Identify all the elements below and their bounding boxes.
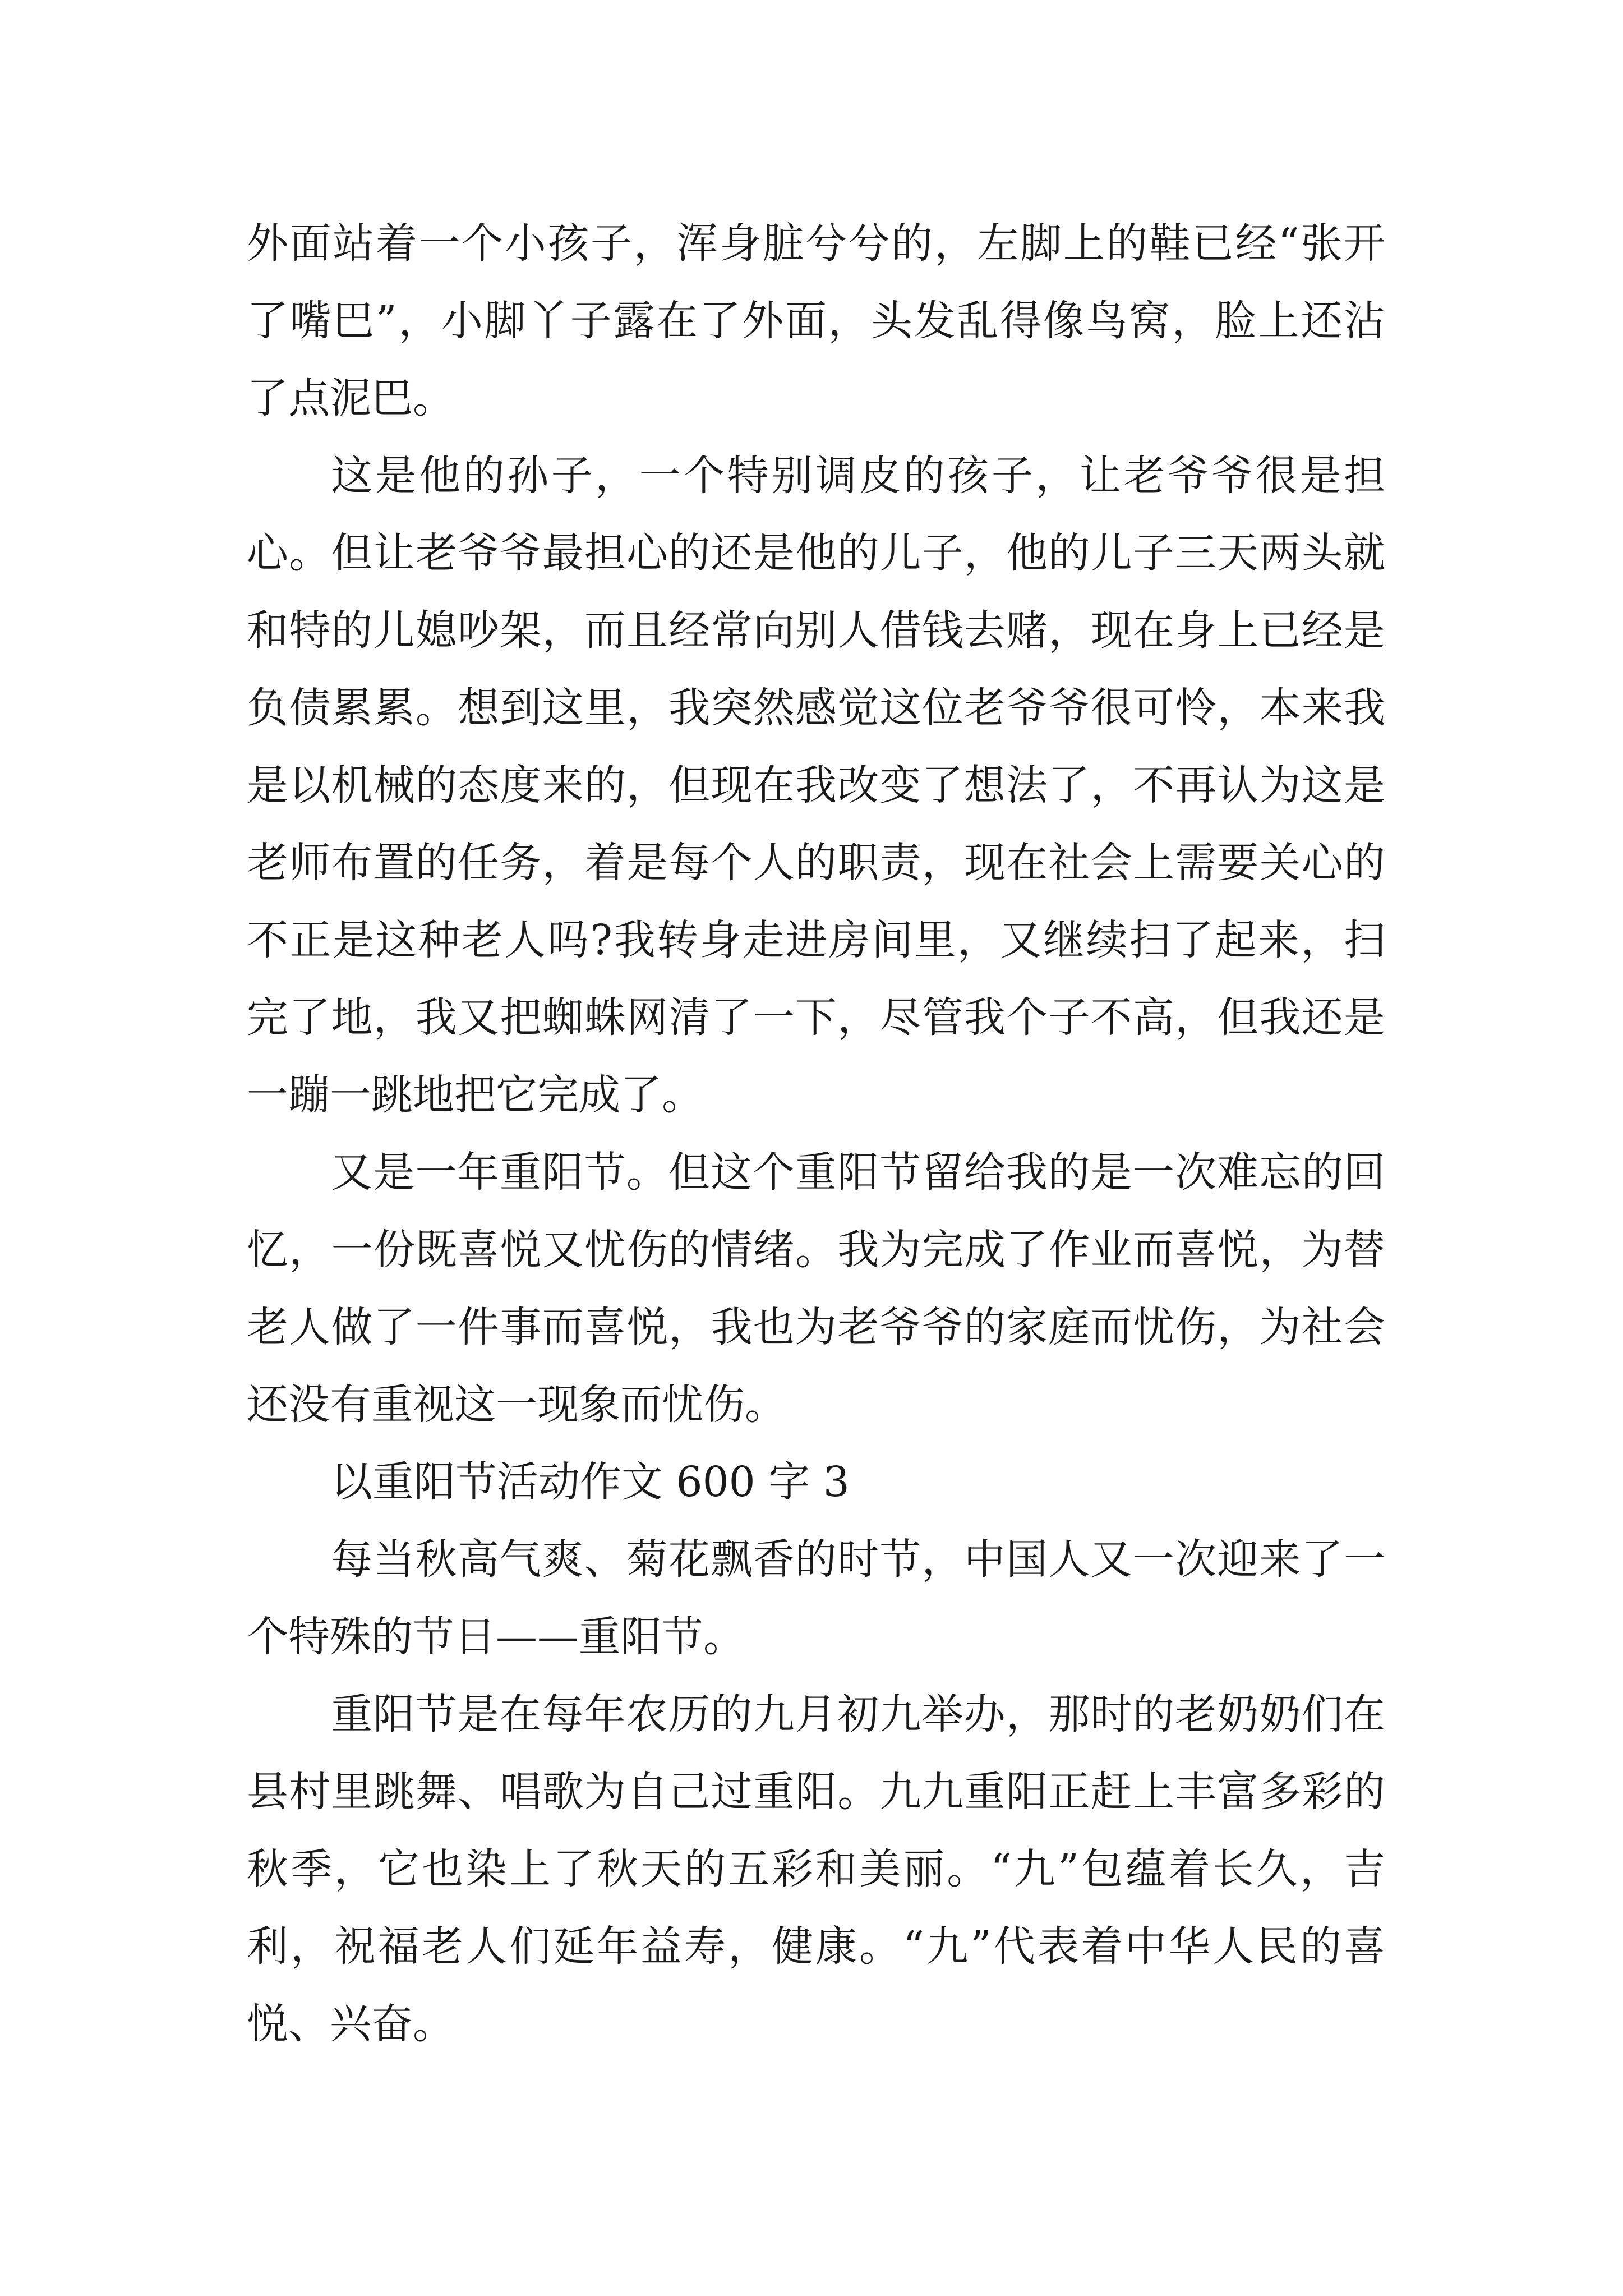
paragraph-3: 又是一年重阳节。但这个重阳节留给我的是一次难忘的回忆，一份既喜悦又忧伤的情绪。我为完成了作业而喜悦，为替老人做了一件事而喜悦，我也为老爷爷的家庭而忧伤，为社会还没有重视这一现象而忧伤。 <box>247 1148 1385 1429</box>
paragraph-1: 外面站着一个小孩子，浑身脏兮兮的，左脚上的鞋已经“张开了嘴巴”，小脚丫子露在了外面，头发乱得像鸟窝，脸上还沾了点泥巴。 <box>247 219 1385 422</box>
document-body <box>247 205 1385 2063</box>
paragraph-5: 重阳节是在每年农历的九月初九举办，那时的老奶奶们在县村里跳舞、唱歌为自己过重阳。九九重阳正赶上丰富多彩的秋季，它也染上了秋天的五彩和美丽。“九”包蕴着长久，吉利，祝福老人们延年益寿，健康。“九”代表着中华人民的喜悦、兴奋。 <box>247 1690 1385 2048</box>
section-heading: 以重阳节活动作文 600 字 3 <box>331 1458 850 1506</box>
paragraph-2: 这是他的孙子，一个特别调皮的孩子，让老爷爷很是担心。但让老爷爷最担心的还是他的儿子，他的儿子三天两头就和特的儿媳吵架，而且经常向别人借钱去赌，现在身上已经是负债累累。想到这里，我突然感觉这位老爷爷很可怜，本来我是以机械的态度来的，但现在我改变了想法了，不再认为这是老师布置的任务，着是每个人的职责，现在社会上需要关心的不正是这种老人吗?我转身走进房间里，又继续扫了起来，扫完了地，我又把蜘蛛网清了一下，尽管我个子不高，但我还是一蹦一跳地把它完成了。 <box>247 452 1385 1119</box>
paragraph-4: 每当秋高气爽、菊花飘香的时节，中国人又一次迎来了一个特殊的节日——重阳节。 <box>247 1535 1385 1661</box>
